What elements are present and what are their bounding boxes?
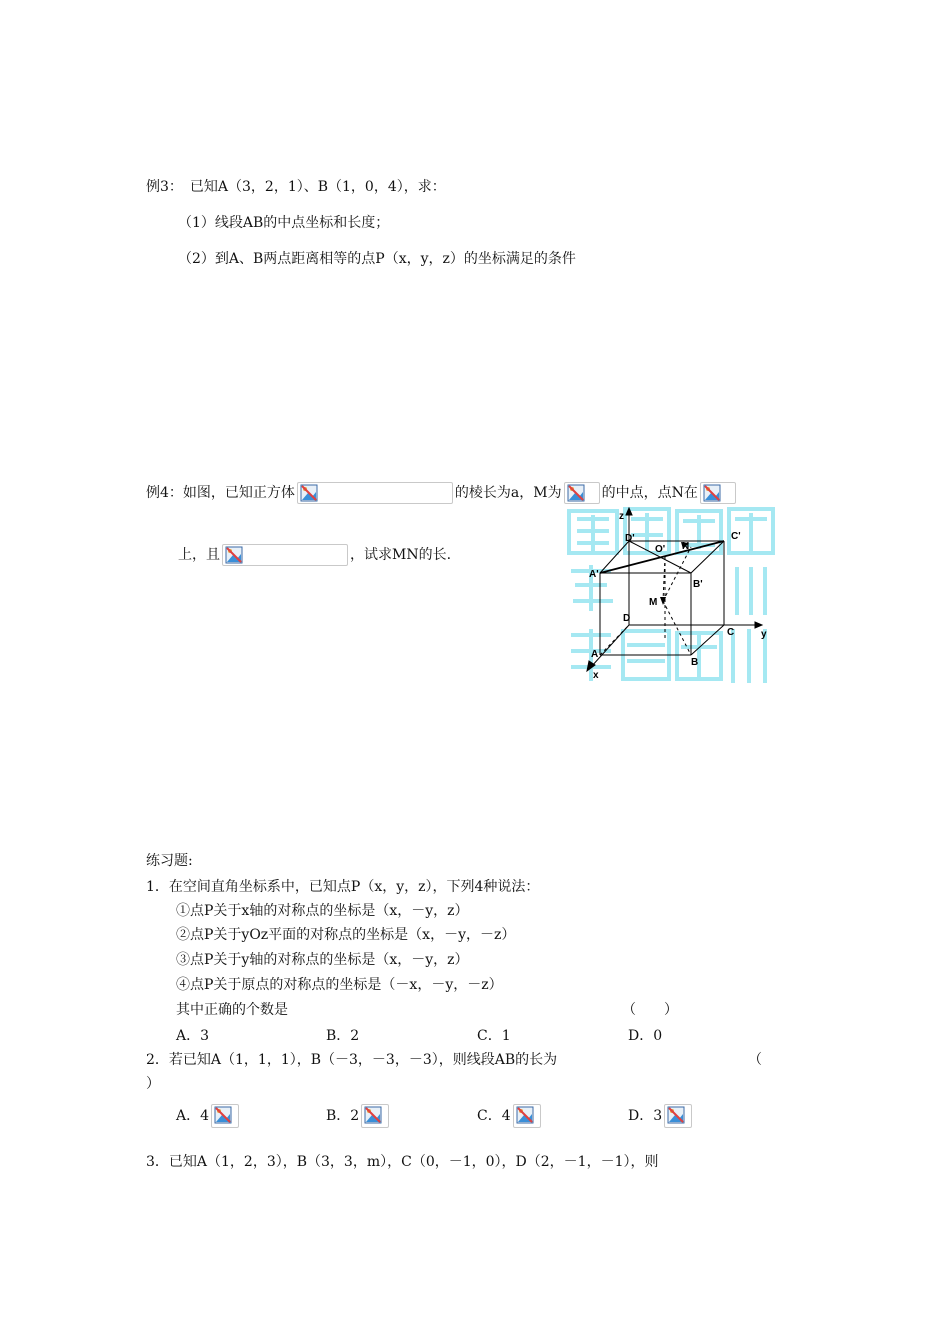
practice-q2-option-c xyxy=(477,1104,543,1128)
image-placeholder xyxy=(297,482,453,504)
label-x: x xyxy=(593,670,599,681)
example-3-question-2: （2）到A、B两点距离相等的点P（x，y，z）的坐标满足的条件 xyxy=(178,251,576,267)
practice-q1-item-1: ①点P关于x轴的对称点的坐标是（x，－y，z） xyxy=(176,903,469,919)
example-4-text-3: 的中点，点N在 xyxy=(601,485,698,501)
example-3-title: 例3： 已知A（3，2，1）、B（1，0，4），求： xyxy=(146,179,446,195)
practice-q2-stem: 2．若已知A（1，1，1），B（－3，－3，－3），则线段AB的长为 xyxy=(146,1052,558,1068)
practice-q2-option-d xyxy=(628,1104,694,1128)
label-a-prime: A' xyxy=(589,569,599,580)
practice-q2-bracket-open: （ xyxy=(748,1052,762,1068)
example-3-question-1: （1）线段AB的中点坐标和长度； xyxy=(178,215,390,231)
practice-q2-option-d-label: D．3 xyxy=(628,1108,663,1124)
broken-image-icon xyxy=(667,1106,685,1124)
image-placeholder xyxy=(361,1104,389,1128)
label-n: N xyxy=(682,541,690,552)
example-4-text-5: ，试求MN的长. xyxy=(350,547,452,563)
broken-image-icon xyxy=(567,484,585,502)
label-a: A xyxy=(591,649,599,660)
practice-heading: 练习题: xyxy=(146,853,193,869)
practice-q1-tail: 其中正确的个数是 xyxy=(176,1002,288,1018)
image-placeholder xyxy=(664,1104,692,1128)
practice-q1-bracket: （ ） xyxy=(622,1002,678,1018)
image-placeholder xyxy=(564,482,600,504)
example-4-text-1: 例4：如图，已知正方体 xyxy=(146,485,295,501)
practice-q1-option-a: A．3 xyxy=(176,1028,210,1044)
label-b-prime: B' xyxy=(693,579,703,590)
broken-image-icon xyxy=(364,1106,382,1124)
label-o-prime: O' xyxy=(655,544,666,555)
practice-q1-option-d: D．0 xyxy=(628,1028,663,1044)
broken-image-icon xyxy=(300,484,318,502)
practice-q2-option-a-label: A．4 xyxy=(176,1108,210,1124)
practice-q1-option-c: C．1 xyxy=(477,1028,511,1044)
image-placeholder xyxy=(700,482,736,504)
label-d: D xyxy=(623,613,631,624)
example-4-line-1 xyxy=(146,482,738,504)
cube-figure xyxy=(565,505,780,690)
label-y: y xyxy=(761,629,767,640)
practice-q2-option-b-label: B．2 xyxy=(326,1108,360,1124)
label-c: C xyxy=(727,627,735,638)
image-placeholder xyxy=(222,544,348,566)
example-4-text-4: 上，且 xyxy=(178,547,220,563)
practice-q1-item-4: ④点P关于原点的对称点的坐标是（－x，－y，－z） xyxy=(176,977,503,993)
label-d-prime: D' xyxy=(625,533,635,544)
practice-q2-option-b xyxy=(326,1104,391,1128)
broken-image-icon xyxy=(703,484,721,502)
broken-image-icon xyxy=(225,546,243,564)
practice-q2-bracket-close: ） xyxy=(146,1076,160,1092)
example-4-line-2 xyxy=(178,544,451,566)
image-placeholder xyxy=(513,1104,541,1128)
label-z: z xyxy=(619,511,624,522)
broken-image-icon xyxy=(516,1106,534,1124)
practice-q1-item-2: ②点P关于yOz平面的对称点的坐标是（x，－y，－z） xyxy=(176,927,516,943)
practice-q3-stem: 3．已知A（1，2，3），B（3，3，m），C（0，－1，0），D（2，－1，－1），则 xyxy=(146,1154,659,1170)
practice-q1-option-b: B．2 xyxy=(326,1028,360,1044)
broken-image-icon xyxy=(214,1106,232,1124)
label-b: B xyxy=(691,657,699,668)
practice-q2-option-c-label: C．4 xyxy=(477,1108,511,1124)
practice-q1-stem: 1．在空间直角坐标系中，已知点P（x，y，z），下列4种说法： xyxy=(146,879,540,895)
label-c-prime: C' xyxy=(731,531,741,542)
practice-q1-item-3: ③点P关于y轴的对称点的坐标是（x，－y，z） xyxy=(176,952,469,968)
practice-q2-option-a xyxy=(176,1104,241,1128)
label-m: M xyxy=(649,597,658,608)
image-placeholder xyxy=(211,1104,239,1128)
example-4-text-2: 的棱长为a，M为 xyxy=(454,485,562,501)
